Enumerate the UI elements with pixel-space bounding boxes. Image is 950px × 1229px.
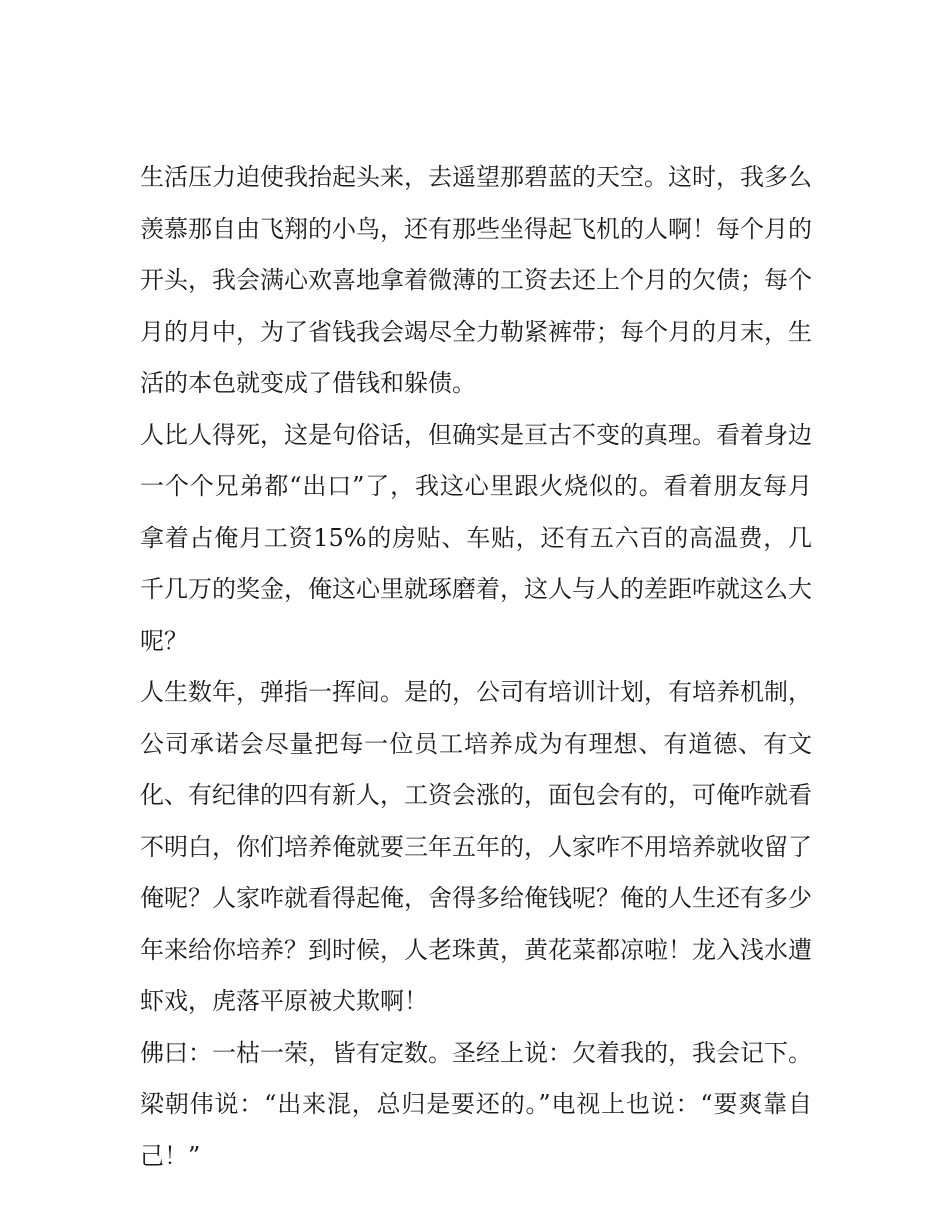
paragraph-3: 人生数年，弹指一挥间。是的，公司有培训计划，有培养机制，公司承诺会尽量把每一位员工培养成为有理想、有道德、有文化、有纪律的四有新人，工资会涨的，面包会有的，可俺咋就看不明白，你们培养俺就要三年五年的，人家咋不用培养就收留了俺呢？人家咋就看得起俺，舍得多给俺钱呢？俺的人生还有多少年来给你培养？到时候，人老珠黄，黄花菜都凉啦！龙入浅水遭虾戏，虎落平原被犬欺啊！ [140, 678, 812, 1015]
document-body [140, 152, 812, 1182]
paragraph-2: 人比人得死，这是句俗话，但确实是亘古不变的真理。看着身边一个个兄弟都“出口”了，我这心里跟火烧似的。看着朋友每月拿着占俺月工资15%的房贴、车贴，还有五六百的高温费，几千几万的奖金，俺这心里就琢磨着，这人与人的差距咋就这么大呢？ [140, 420, 812, 655]
paragraph-1: 生活压力迫使我抬起头来，去遥望那碧蓝的天空。这时，我多么羡慕那自由飞翔的小鸟，还有那些坐得起飞机的人啊！每个月的开头，我会满心欢喜地拿着微薄的工资去还上个月的欠债；每个月的月中，为了省钱我会竭尽全力勒紧裤带；每个月的月末，生活的本色就变成了借钱和躲债。 [140, 163, 812, 397]
paragraph-4: 佛曰：一枯一荣，皆有定数。圣经上说：欠着我的，我会记下。梁朝伟说：“出来混，总归是要还的。”电视上也说：“要爽靠自己！” [140, 1038, 812, 1170]
